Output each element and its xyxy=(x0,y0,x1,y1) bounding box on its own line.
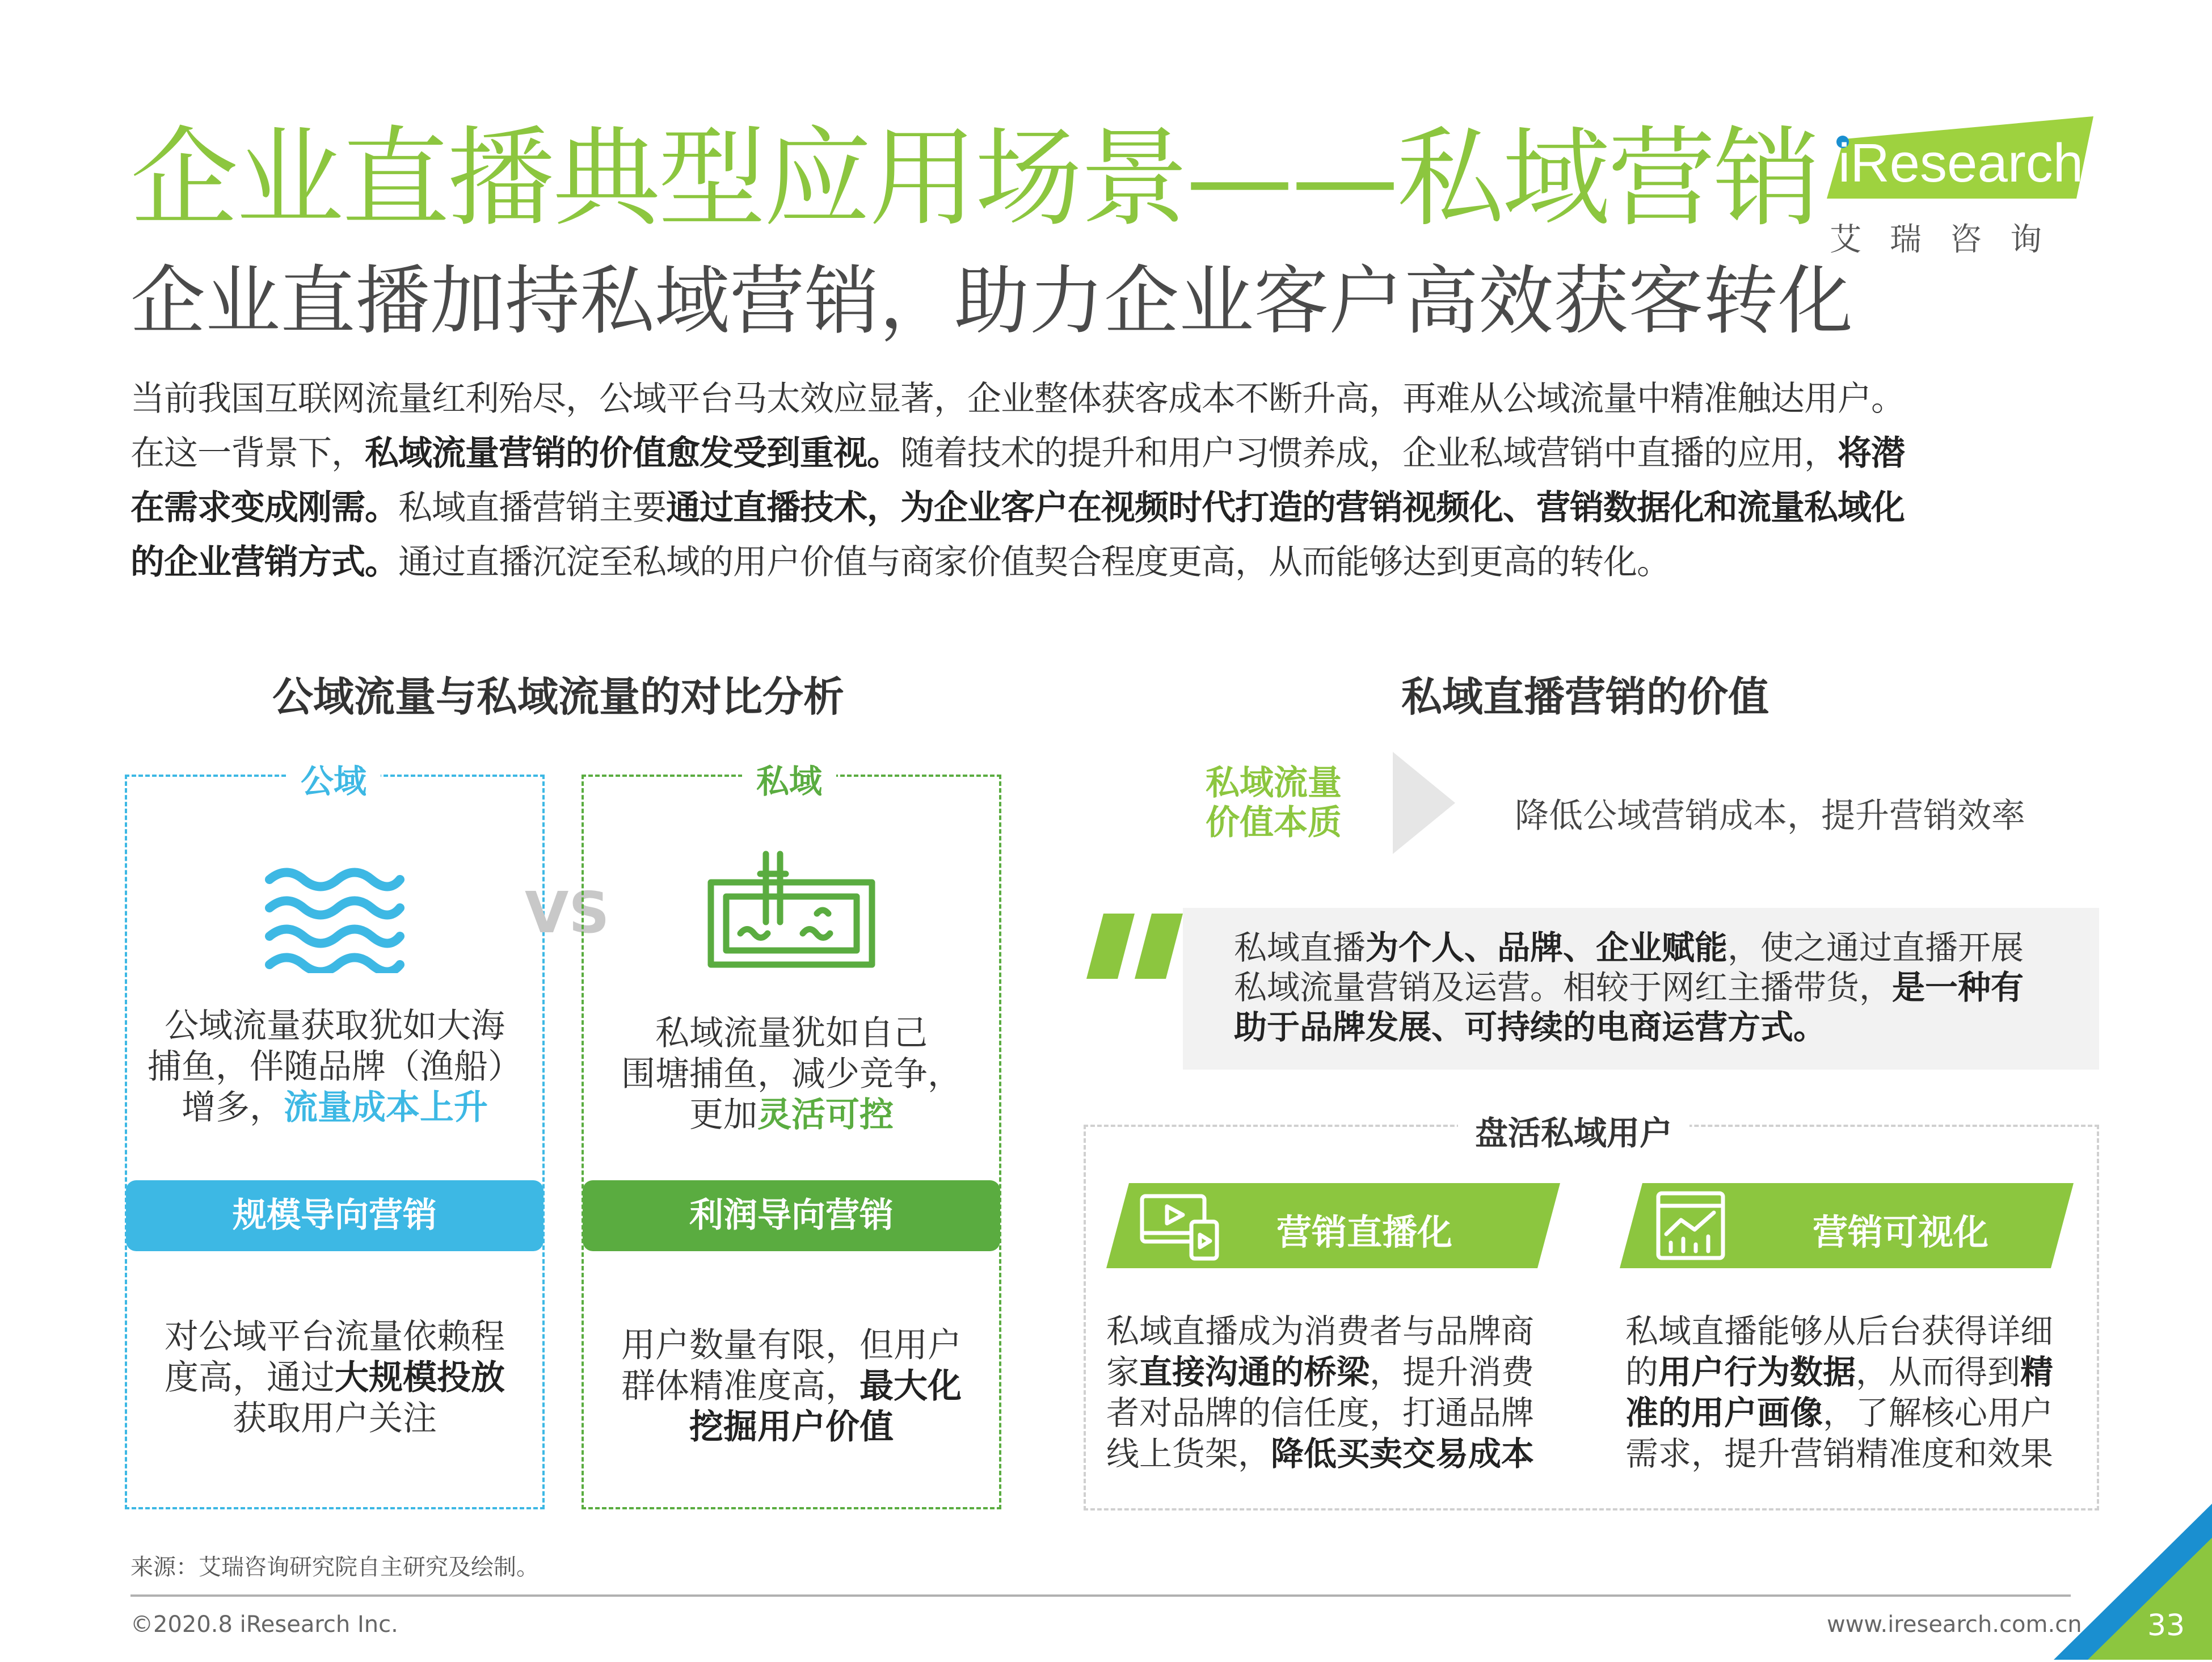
intro-paragraph xyxy=(130,372,2099,590)
footer-url[interactable]: www.iresearch.com.cn xyxy=(1827,1611,2082,1638)
intro-line-1: 当前我国互联网流量红利殆尽，公域平台马太效应显著，企业整体获客成本不断升高，再难从公域流量中精准触达用户。 xyxy=(130,379,1905,419)
data-dashboard-icon xyxy=(1654,1189,1728,1263)
chevron-right-icon xyxy=(1393,752,1455,854)
logo-subtitle: 艾瑞咨询 xyxy=(1830,221,2070,258)
activate-users-label: 盘活私域用户 xyxy=(1458,1106,1689,1154)
visual-marketing-text: 私域直播能够从后台获得详细 的用户行为数据，从而得到精 准的用户画像，了解核心用户 需求，提升营销精准度和效果 xyxy=(1625,1312,2054,1473)
vs-text: VS xyxy=(525,880,610,946)
essence-label: 私域流量 价值本质 xyxy=(1206,763,1342,843)
quote-text: 私域直播为个人、品牌、企业赋能，使之通过直播开展 私域流量营销及运营。相较于网红主播带货，是一种有 助于品牌发展、可持续的电商运营方式。 xyxy=(1234,928,2024,1046)
iresearch-logo xyxy=(1827,116,2093,199)
public-detail: 对公域平台流量依赖程 度高，通过大规模投放 获取用户关注 xyxy=(165,1317,505,1438)
public-description: 公域流量获取犹如大海 捕鱼，伴随品牌（渔船） 增多，流量成本上升 xyxy=(148,1006,522,1127)
video-play-icon xyxy=(1137,1190,1223,1261)
source-note: 来源：艾瑞咨询研究院自主研究及绘制。 xyxy=(130,1554,539,1580)
page-title: 企业直播典型应用场景——私域营销 xyxy=(130,116,1819,241)
intro-line-2: 在这一背景下，私域流量营销的价值愈发受到重视。随着技术的提升和用户习惯养成，企业私域营销中直播的应用，将潜 xyxy=(130,434,1905,473)
private-detail: 用户数量有限，但用户 群体精准度高，最大化 挖掘用户价值 xyxy=(621,1326,962,1447)
page-subtitle: 企业直播加持私域营销，助力企业客户高效获客转化 xyxy=(130,258,1853,345)
profit-oriented-marketing-badge: 利润导向营销 xyxy=(583,1180,1000,1251)
pond-fishing-icon xyxy=(706,848,877,970)
essence-text: 降低公域营销成本，提升营销效率 xyxy=(1515,796,2025,836)
value-title: 私域直播营销的价值 xyxy=(1401,673,1769,721)
intro-line-4: 的企业营销方式。通过直播沉淀至私域的用户价值与商家价值契合程度更高，从而能够达到更高的转化。 xyxy=(130,542,1670,582)
comparison-title: 公域流量与私域流量的对比分析 xyxy=(272,673,845,721)
private-label: 私域 xyxy=(742,755,836,802)
live-marketing-title: 营销直播化 xyxy=(1276,1211,1453,1253)
private-description: 私域流量犹如自己 围塘捕鱼，减少竞争， 更加灵活可控 xyxy=(621,1013,962,1135)
visual-marketing-title: 营销可视化 xyxy=(1813,1211,1989,1253)
scale-oriented-marketing-badge: 规模导向营销 xyxy=(126,1180,543,1251)
intro-line-3: 在需求变成刚需。私域直播营销主要通过直播技术，为企业客户在视频时代打造的营销视频化、营销数据化和流量私域化 xyxy=(130,488,1905,528)
footer-copyright: ©2020.8 iResearch Inc. xyxy=(130,1611,398,1638)
quote-mark-icon xyxy=(1086,914,1183,979)
footer-divider xyxy=(130,1594,2071,1597)
waves-icon xyxy=(264,865,406,973)
page-number: 33 xyxy=(2147,1609,2185,1643)
logo-text: iResearch xyxy=(1838,133,2084,193)
live-marketing-text: 私域直播成为消费者与品牌商 家直接沟通的桥梁，提升消费 者对品牌的信任度，打通品牌 线上货架，降低买卖交易成本 xyxy=(1106,1312,1535,1473)
public-label: 公域 xyxy=(286,755,381,802)
page-corner-decoration xyxy=(2054,1504,2212,1660)
